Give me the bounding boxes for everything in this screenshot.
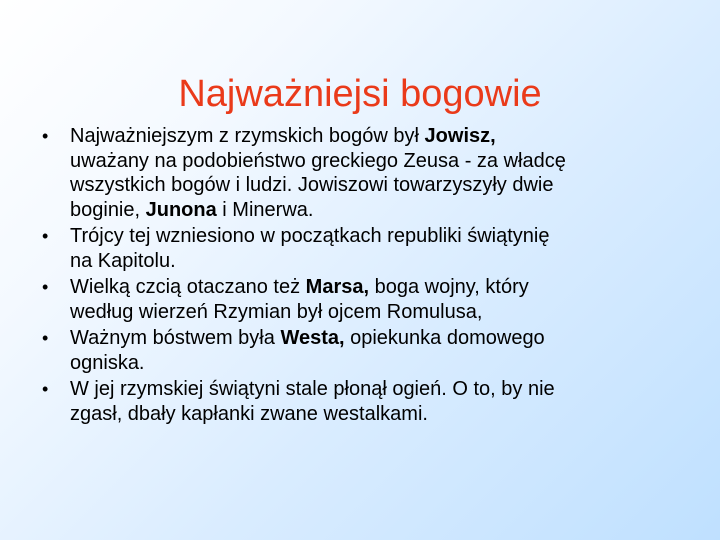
bullet-emphasis: Marsa, xyxy=(305,276,370,298)
bullet-marker: • xyxy=(42,226,49,246)
bullet-text: Najważniejszym z rzymskich bogów był xyxy=(70,125,425,147)
bullet-line xyxy=(70,173,690,198)
bullet-item xyxy=(0,377,690,426)
bullet-text: na Kapitolu. xyxy=(70,249,176,272)
bullet-list xyxy=(0,124,720,428)
bullet-text: W jej rzymskiej świątyni stale płonął ogień. O to, by nie xyxy=(70,378,555,400)
bullet-item xyxy=(0,124,690,222)
bullet-text: opiekunka domowego xyxy=(344,327,545,349)
bullet-marker: • xyxy=(42,379,49,399)
bullet-text: i Minerwa. xyxy=(216,198,314,221)
bullet-line xyxy=(70,351,690,376)
bullet-line xyxy=(70,249,690,274)
bullet-marker: • xyxy=(42,277,49,297)
slide-title: Najważniejsi bogowie xyxy=(178,73,542,116)
bullet-emphasis: Westa, xyxy=(280,327,345,349)
bullet-line xyxy=(70,149,690,174)
bullet-text: wszystkich bogów i ludzi. Jowiszowi towarzyszyły dwie xyxy=(70,174,554,196)
bullet-text: według wierzeń Rzymian był ojcem Romulusa, xyxy=(70,300,483,323)
bullet-emphasis: Jowisz, xyxy=(424,125,496,147)
bullet-text: ogniska. xyxy=(70,351,145,374)
bullet-line xyxy=(70,377,690,402)
bullet-marker: • xyxy=(42,126,49,146)
bullet-item xyxy=(0,275,690,324)
bullet-text: Trójcy tej wzniesiono w początkach republiki świątynię xyxy=(70,225,550,247)
bullet-line xyxy=(70,198,690,223)
bullet-text: Wielką czcią otaczano też xyxy=(70,276,306,298)
bullet-item xyxy=(0,224,690,273)
bullet-line xyxy=(70,300,690,325)
bullet-line xyxy=(70,224,690,249)
bullet-text: zgasł, dbały kapłanki zwane westalkami. xyxy=(70,402,428,425)
bullet-marker: • xyxy=(42,328,49,348)
bullet-line xyxy=(70,326,690,351)
bullet-text: boginie, xyxy=(70,198,146,221)
bullet-text: uważany na podobieństwo greckiego Zeusa - za władcę xyxy=(70,149,566,172)
bullet-emphasis: Junona xyxy=(145,198,217,221)
bullet-item xyxy=(0,326,690,375)
bullet-text: boga wojny, który xyxy=(369,276,529,298)
bullet-line xyxy=(70,402,690,427)
bullet-line xyxy=(70,124,690,149)
bullet-line xyxy=(70,275,690,300)
bullet-text: Ważnym bóstwem była xyxy=(70,327,281,349)
